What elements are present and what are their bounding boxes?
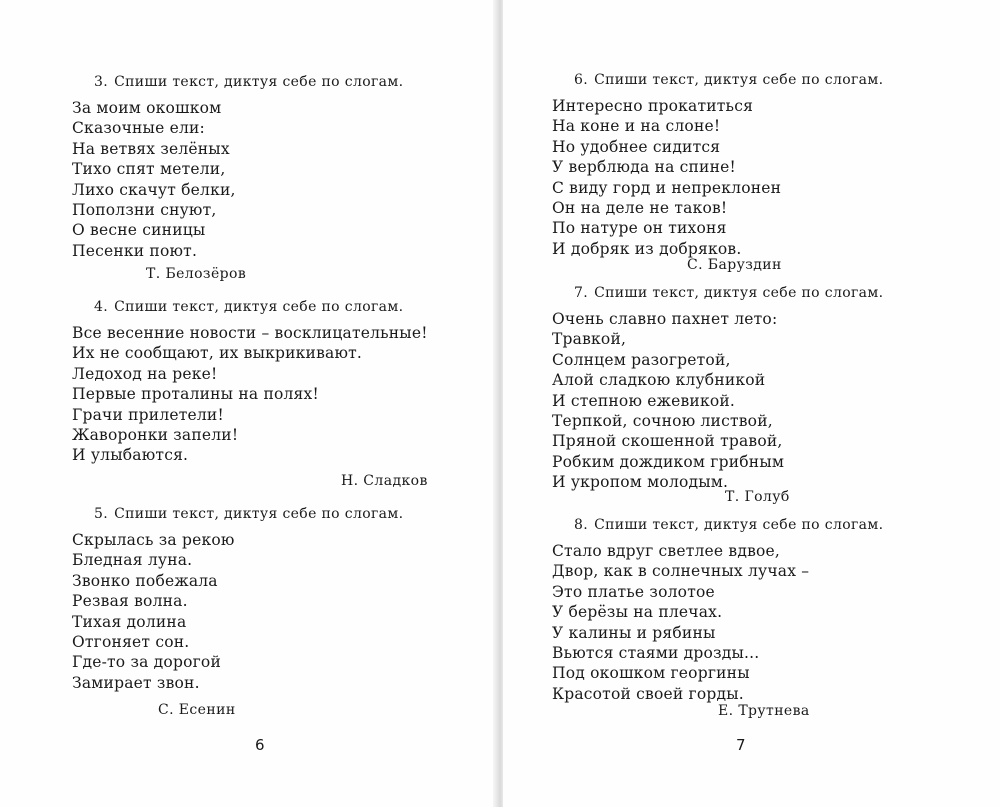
instruction-text: Спиши текст, диктуя себе по слогам. <box>594 72 884 88</box>
poem-line: Бледная луна. <box>72 551 193 570</box>
poem-author: С. Есенин <box>158 702 236 718</box>
poem-line: Красотой своей горды. <box>552 684 744 703</box>
poem-line: Песенки поют. <box>72 241 198 260</box>
poem-line: Где-то за дорогой <box>72 653 221 672</box>
exercise-number: 4. <box>94 299 109 315</box>
poem-line: Травкой, <box>552 330 627 349</box>
exercise-number: 6. <box>574 72 589 88</box>
poem-lines <box>72 530 403 693</box>
page-number: 7 <box>736 736 746 754</box>
poem-line: Стало вдруг светлее вдвое, <box>552 542 781 560</box>
poem-line: На коне и на слоне! <box>552 117 721 136</box>
exercise-4 <box>72 297 428 466</box>
poem-lines <box>552 541 883 704</box>
exercise-instruction <box>72 297 428 317</box>
poem-line: С виду горд и непреклонен <box>552 178 782 197</box>
poem-line: Резвая волна. <box>72 592 188 611</box>
exercise-number: 8. <box>574 517 589 533</box>
poem-line: Замирает звон. <box>72 673 200 692</box>
poem-line: У верблюда на спине! <box>552 158 736 177</box>
poem-line: По натуре он тихоня <box>552 219 727 238</box>
exercise-6 <box>552 70 883 259</box>
poem-line: Скрылась за рекою <box>72 531 235 549</box>
right-page <box>503 0 1000 807</box>
left-page <box>0 0 497 807</box>
poem-lines <box>72 98 403 261</box>
poem-line: Звонко побежала <box>72 571 218 590</box>
poem-lines <box>552 309 883 493</box>
poem-line: И добряк из добряков. <box>552 239 742 258</box>
poem-line: У калины и рябины <box>552 623 716 642</box>
poem-line: Сказочные ели: <box>72 119 205 138</box>
poem-line: Ледоход на реке! <box>72 364 218 383</box>
poem-line: За моим окошком <box>72 99 222 117</box>
poem-author: Е. Трутнева <box>718 703 810 719</box>
exercise-number: 7. <box>574 285 589 301</box>
poem-line: О весне синицы <box>72 221 206 240</box>
poem-line: Поползни снуют, <box>72 201 217 220</box>
poem-line: Терпкой, сочною листвой, <box>552 412 773 431</box>
exercise-number: 5. <box>94 506 109 522</box>
exercise-7 <box>552 283 883 493</box>
poem-line: Он на деле не таков! <box>552 199 728 218</box>
exercise-instruction <box>72 72 403 92</box>
instruction-text: Спиши текст, диктуя себе по слогам. <box>594 517 884 533</box>
poem-line: Пряной скошенной травой, <box>552 432 783 451</box>
poem-author: С. Баруздин <box>687 257 782 273</box>
poem-line: Их не сообщают, их выкрикивают. <box>72 344 363 363</box>
poem-line: Двор, как в солнечных лучах – <box>552 562 810 581</box>
poem-author: Т. Голуб <box>725 489 790 505</box>
poem-line: И укропом молодым. <box>552 473 729 492</box>
poem-line: Но удобнее сидится <box>552 137 721 156</box>
poem-line: Первые проталины на полях! <box>72 385 319 404</box>
exercise-instruction <box>552 515 883 535</box>
poem-line: У берёзы на плечах. <box>552 603 723 622</box>
poem-line: И степною ежевикой. <box>552 391 736 410</box>
exercise-5 <box>72 504 403 693</box>
poem-line: Тихо спят метели, <box>72 160 226 179</box>
poem-line: На ветвях зелёных <box>72 139 230 158</box>
poem-line: Солнцем разогретой, <box>552 350 731 369</box>
poem-line: Жаворонки запели! <box>72 426 239 445</box>
exercise-instruction <box>72 504 403 524</box>
poem-line: Грачи прилетели! <box>72 405 224 424</box>
poem-lines <box>552 96 883 259</box>
poem-line: Отгоняет сон. <box>72 633 190 652</box>
poem-line: Тихая долина <box>72 612 187 631</box>
exercise-3 <box>72 72 403 261</box>
exercise-instruction <box>552 283 883 303</box>
poem-line: И улыбаются. <box>72 446 189 465</box>
poem-line: Интересно прокатиться <box>552 97 754 115</box>
exercise-instruction <box>552 70 883 90</box>
instruction-text: Спиши текст, диктуя себе по слогам. <box>114 74 404 90</box>
poem-author: Н. Сладков <box>341 473 428 489</box>
poem-line: Робким дождиком грибным <box>552 452 785 471</box>
poem-line: Это платье золотое <box>552 582 715 601</box>
poem-line: Алой сладкою клубникой <box>552 371 766 390</box>
instruction-text: Спиши текст, диктуя себе по слогам. <box>114 299 404 315</box>
instruction-text: Спиши текст, диктуя себе по слогам. <box>114 506 404 522</box>
exercise-number: 3. <box>94 74 109 90</box>
poem-line: Все весенние новости – восклицательные! <box>72 324 428 342</box>
poem-line: Лихо скачут белки, <box>72 180 236 199</box>
poem-lines <box>72 323 428 466</box>
exercise-8 <box>552 515 883 704</box>
poem-line: Под окошком георгины <box>552 664 750 683</box>
poem-line: Вьются стаями дрозды... <box>552 644 760 663</box>
instruction-text: Спиши текст, диктуя себе по слогам. <box>594 285 884 301</box>
page-number: 6 <box>255 736 265 754</box>
poem-line: Очень славно пахнет лето: <box>552 310 778 328</box>
poem-author: Т. Белозёров <box>146 266 247 282</box>
